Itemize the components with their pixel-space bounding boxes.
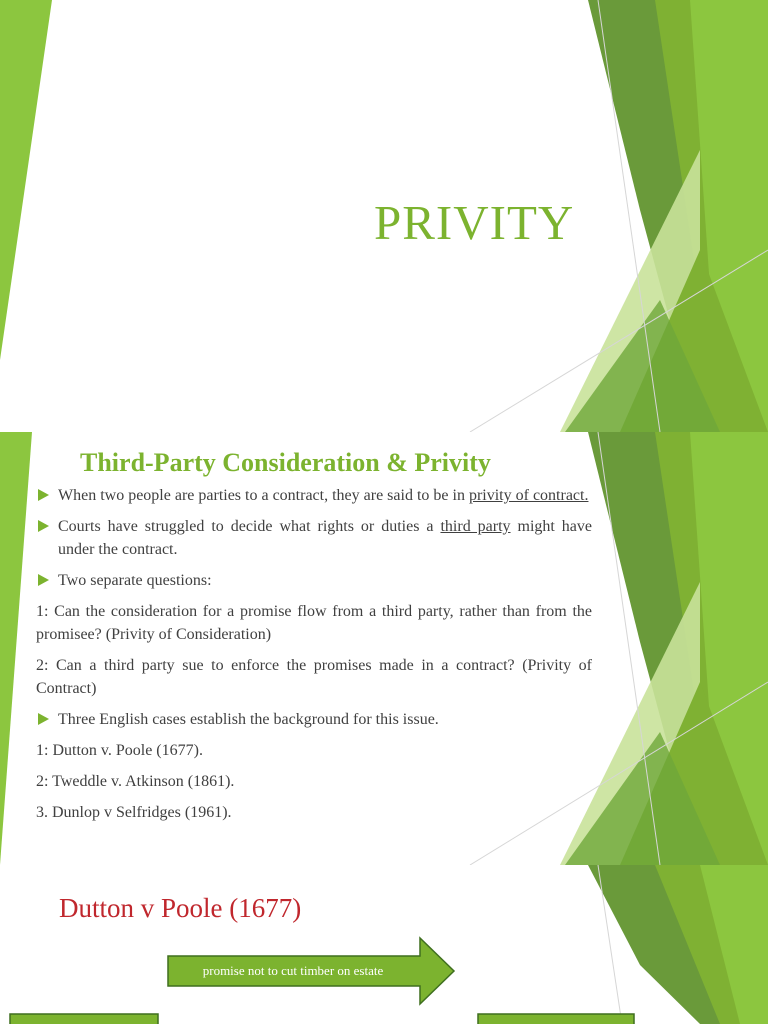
bullet-text: Courts have struggled to decide what rights or duties a	[58, 518, 441, 535]
paragraph-question-2: 2: Can a third party sue to enforce the promises made in a contract? (Privity of Contract)	[36, 657, 592, 697]
underlined-term: privity of contract.	[468, 487, 589, 504]
slide-content	[36, 484, 592, 832]
case-line: 2: Tweddle v. Atkinson (1861).	[36, 773, 235, 790]
bullet-text: Two separate questions:	[58, 572, 212, 589]
party-box-right	[478, 1014, 634, 1024]
slide-dutton-v-poole	[0, 865, 768, 1024]
slide-title-text: PRIVITY	[374, 195, 575, 250]
case-title: Dutton v Poole (1677)	[59, 893, 302, 923]
bullet-arrow-icon	[38, 574, 49, 586]
bullet-item	[36, 484, 592, 507]
paragraph-question-1: 1: Can the consideration for a promise flow from a third party, rather than from the promisee? (Privity of Consideration)	[36, 603, 592, 643]
arrow-label: promise not to cut timber on estate	[202, 963, 384, 978]
case-line: 3. Dunlop v Selfridges (1961).	[36, 804, 232, 821]
slide-decoration	[0, 865, 768, 1024]
underlined-term: third party	[440, 518, 511, 535]
bullet-item	[36, 569, 592, 592]
bullet-arrow-icon	[38, 713, 49, 725]
party-box-left	[10, 1014, 158, 1024]
bullet-item	[36, 515, 592, 561]
bullet-arrow-icon	[38, 489, 49, 501]
case-line: 1: Dutton v. Poole (1677).	[36, 742, 203, 759]
bullet-text: might have under the contract.	[58, 518, 593, 558]
bullet-item	[36, 708, 592, 731]
slide-third-party	[0, 432, 768, 865]
slide-heading: Third-Party Consideration & Privity	[80, 448, 491, 477]
slide-title	[0, 0, 768, 432]
bullet-text: Three English cases establish the background for this issue.	[58, 711, 439, 728]
bullet-text: When two people are parties to a contract, they are said to be in	[58, 487, 469, 504]
bullet-arrow-icon	[38, 520, 49, 532]
